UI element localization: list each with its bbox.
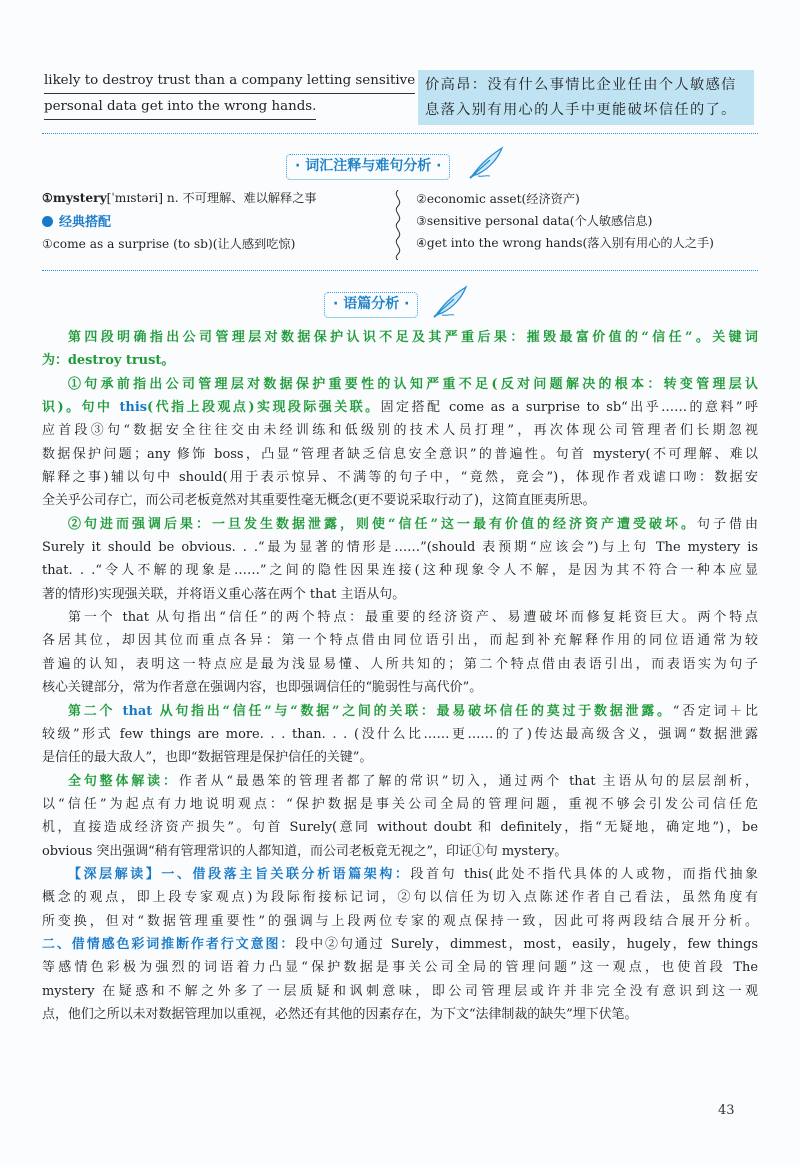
analysis-text-segment: ②句进而强调后果：一旦发生数据泄露，则使“信任”这一最有价值的经济资产遭受破坏。	[68, 516, 698, 532]
analysis-line	[42, 513, 758, 536]
analysis-line	[42, 910, 758, 933]
analysis-line	[42, 863, 758, 886]
page-number: 43	[718, 1103, 735, 1118]
analysis-line	[42, 536, 758, 559]
collocation-label: 经典搭配	[59, 215, 112, 230]
analysis-text-segment: 核心关键部分，常为作者意在强调内容，也即强调信任的“脆弱性与高代价”。	[42, 680, 483, 696]
analysis-text-segment: 全句整体解读：	[68, 773, 179, 789]
analysis-text-segment: 作者从“最愚笨的管理者都了解的常识”切入，通过两个 that 主语从句的层层剖析，	[178, 773, 758, 789]
analysis-text-segment: 从句指出“信任”与“数据”之间的关联：最易破坏信任的莫过于数据泄露。	[152, 703, 673, 719]
chinese-line-2: 息落入别有用心的人手中更能破坏信任的了。	[425, 102, 737, 118]
analysis-text-segment: 为：destroy trust。	[42, 353, 175, 369]
analysis-text-segment: mystery 在疑惑和不解之外多了一层质疑和讽刺意味，即公司管理层或许并非完全没有意识到这一观	[42, 983, 758, 999]
vocab-definition: [ˈmɪstəri] n. 不可理解、难以解释之事	[106, 191, 317, 205]
analysis-line	[42, 419, 758, 442]
analysis-line	[42, 396, 758, 419]
analysis-text-segment: 点，他们之所以未对数据管理加以重视，必然还有其他的因素存在，为下文“法律制裁的缺失”埋下伏笔。	[42, 1006, 638, 1022]
analysis-line	[42, 886, 758, 909]
analysis-text-segment: 识)。句中	[42, 400, 120, 416]
analysis-text-segment: 固定搭配 come as a surprise to sb“出乎……的意料”呼	[380, 400, 758, 416]
vocab-word: ①mystery	[42, 191, 107, 205]
analysis-text-segment: (代指上段观点)实现段际强关联。	[147, 400, 381, 416]
analysis-line	[42, 700, 758, 723]
vocab-item-economic-asset: ②economic asset(经济资产)	[416, 192, 580, 206]
english-line-2: personal data get into the wrong hands.	[44, 94, 316, 120]
analysis-line	[42, 980, 758, 1003]
analysis-text-segment: 普遍的认知，表明这一特点应是最为浅显易懂、人所共知的；第二个特点借由表语引出，而表语实为句子	[42, 656, 758, 672]
analysis-text-segment: that. . .“令人不解的现象是……”之间的隐性因果连接(这种现象令人不解，是因为其不符合一种本应显	[42, 563, 758, 579]
vocab-item-mystery	[42, 188, 317, 208]
quill-pen-icon	[432, 285, 470, 319]
analysis-line	[42, 723, 758, 746]
analysis-text-segment: 句子借由	[697, 516, 758, 532]
analysis-text-segment: 【深层解读】一、借段落主旨关联分析语篇架构：	[68, 866, 411, 882]
collocation-item: ①come as a surprise (to sb)(让人感到吃惊)	[42, 237, 296, 251]
analysis-text-segment: 第四段明确指出公司管理层对数据保护认识不足及其严重后果：摧毁最富价值的“信任”。关键词	[68, 330, 758, 345]
analysis-text-segment: Surely it should be obvious. . .“最为显著的情形是……”(should 表预期“应该会”)与上句 The mystery is	[42, 540, 758, 556]
bullet-dot-icon	[42, 216, 53, 227]
analysis-text-segment: 各居其位，却因其位而重点各异：第一个特点借由同位语引出，而起到补充解释作用的同位语通常为较	[42, 633, 758, 649]
analysis-line	[42, 349, 758, 372]
analysis-line	[42, 816, 758, 839]
analysis-text-segment: 段首句 this(此处不指代具体的人或物，而指代抽象	[410, 866, 758, 882]
analysis-text-segment: that	[122, 703, 153, 719]
quill-pen-icon	[468, 146, 506, 180]
analysis-text-segment: 所变换，但对“数据管理重要性”的强调与上段两位专家的观点保持一致，因此可将两段结合展开分析。	[42, 913, 758, 929]
dotted-divider	[42, 270, 758, 271]
analysis-body	[42, 326, 758, 1026]
analysis-text-segment: 著的情形)实现强关联，并将语义重心落在两个 that 主语从句。	[42, 586, 406, 602]
analysis-line	[42, 583, 758, 606]
analysis-line	[42, 770, 758, 793]
analysis-text-segment: ①句承前指出公司管理层对数据保护重要性的认知严重不足(反对问题解决的根本：转变管理层认	[68, 376, 758, 392]
analysis-text-segment: 是信任的最大敌人”，也即“数据管理是保护信任的关键”。	[42, 750, 373, 766]
analysis-text-segment: 段中②句通过 Surely，dimmest，most，easily，hugely，few things	[295, 936, 758, 952]
analysis-line	[42, 676, 758, 699]
analysis-text-segment: 全关乎公司存亡，而公司老板竟然对其重要性毫无概念(更不要说采取行动了)，这简直匪夷所思。	[42, 493, 596, 509]
collocation-heading	[42, 212, 111, 233]
analysis-text-segment: 解释之事)辅以句中 should(用于表示惊异、不满等的句子中，“竟然，竟会”)，体现作者戏谑口吻：数据安	[42, 470, 758, 486]
analysis-line	[42, 466, 758, 489]
dotted-divider	[42, 133, 758, 134]
vocab-item-wrong-hands: ④get into the wrong hands(落入别有用心的人之手)	[416, 236, 714, 250]
analysis-text-segment: “否定词＋比	[672, 703, 758, 719]
analysis-line	[42, 559, 758, 582]
analysis-line	[42, 489, 758, 512]
chinese-translation-box	[418, 70, 754, 125]
analysis-text-segment: 数据保护问题；any 修饰 boss，凸显“管理者缺乏信息安全意识”的普遍性。句首 mystery(不可理解、难以	[42, 446, 758, 462]
vocab-item-sensitive-data: ③sensitive personal data(个人敏感信息)	[416, 214, 653, 228]
analysis-text-segment: 第二个	[68, 703, 123, 719]
analysis-line	[42, 373, 758, 396]
analysis-line	[42, 933, 758, 956]
analysis-text-segment: 二、借情感色彩词推断作者行文意图：	[42, 936, 296, 952]
analysis-text-segment: this	[119, 400, 148, 416]
analysis-text-segment: 机，直接造成经济资产损失”。句首 Surely(意同 without doubt 和 definitely，指“无疑地，确定地”)，be	[42, 820, 758, 836]
analysis-text-segment: 应首段③句“数据安全往往交由未经训练和低级别的技术人员打理”，再次体现公司管理者们长期忽视	[42, 423, 758, 439]
analysis-line	[42, 606, 758, 629]
vocab-section-heading: · 词汇注释与难句分析 ·	[286, 154, 450, 180]
english-line-1: likely to destroy trust than a company letting sensitive	[44, 68, 415, 94]
analysis-section-heading: · 语篇分析 ·	[324, 292, 418, 318]
analysis-text-segment: 第一个 that 从句指出“信任”的两个特点：最重要的经济资产、易遭破坏而修复耗资巨大。两个特点	[68, 610, 758, 626]
analysis-line	[42, 793, 758, 816]
analysis-line	[42, 629, 758, 652]
analysis-text-segment: obvious 突出强调“稍有管理常识的人都知道，而公司老板竟无视之”，印证①句 mystery。	[42, 843, 568, 859]
analysis-text-segment: 以“信任”为起点有力地说明观点：“保护数据是事关公司全局的管理问题，重视不够会引发公司信任危	[42, 796, 758, 812]
analysis-line	[42, 840, 758, 863]
analysis-line	[42, 443, 758, 466]
analysis-text-segment: 较级”形式 few things are more. . . than. . . (没什么比……更……的了)传达最高级含义，强调“数据泄露	[42, 726, 758, 742]
wavy-divider-icon	[392, 190, 404, 260]
analysis-line	[42, 746, 758, 769]
chinese-line-1: 价高昂：没有什么事情比企业任由个人敏感信	[425, 77, 737, 93]
analysis-line	[42, 326, 758, 349]
analysis-line	[42, 653, 758, 676]
english-passage-tail	[44, 68, 416, 120]
analysis-text-segment: 等感情色彩极为强烈的词语着力凸显“保护数据是事关公司全局的管理问题”这一观点，也使首段 The	[42, 960, 758, 976]
analysis-line	[42, 956, 758, 979]
analysis-text-segment: 概念的观点，即上段专家观点)为段际衔接标记词，②句以信任为切入点陈述作者自己看法，虽然角度有	[42, 890, 758, 906]
analysis-line	[42, 1003, 758, 1026]
